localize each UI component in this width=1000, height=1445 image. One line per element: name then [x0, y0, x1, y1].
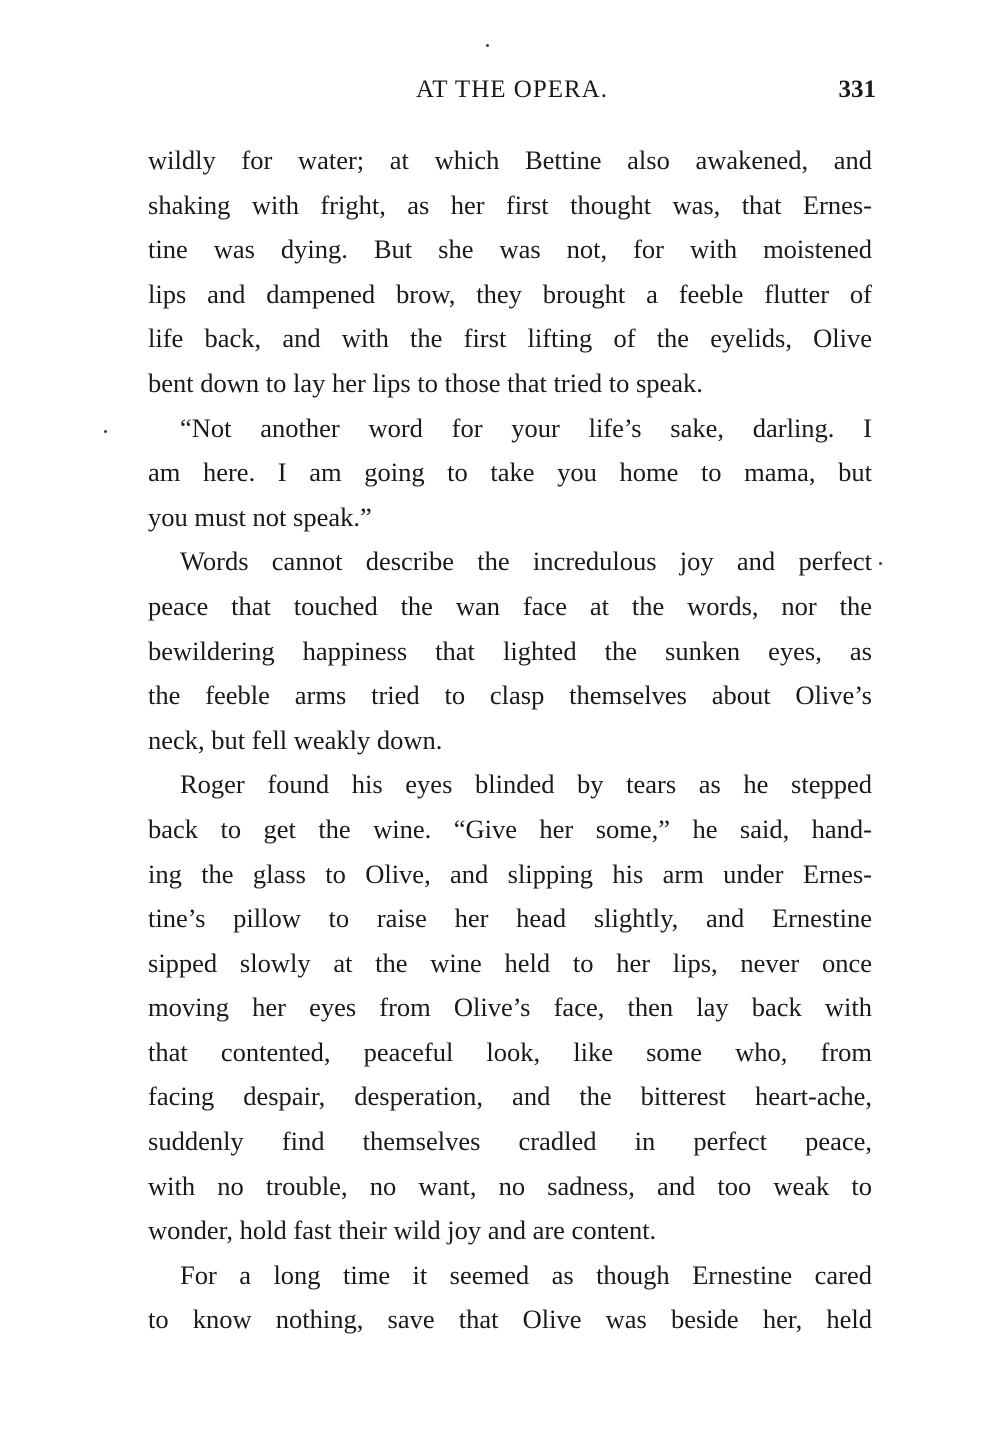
text-line: wonder, hold fast their wild joy and are content. — [148, 1215, 657, 1246]
text-line: to know nothing, save that Olive was beside her, held — [148, 1304, 872, 1335]
text-line: For a long time it seemed as though Ernestine cared — [180, 1259, 872, 1290]
text-line: tine’s pillow to raise her head slightly, and Ernestine — [148, 903, 872, 934]
text-line: moving her eyes from Olive’s face, then lay back with — [148, 992, 872, 1023]
text-line: lips and dampened brow, they brought a feeble flutter of — [148, 278, 872, 309]
running-head: AT THE OPERA. — [416, 76, 608, 103]
text-line: you must not speak.” — [148, 501, 372, 532]
text-line: Roger found his eyes blinded by tears as he stepped — [180, 769, 872, 800]
text-line: back to get the wine. “Give her some,” he said, hand- — [148, 813, 872, 844]
text-line: the feeble arms tried to clasp themselves about Olive’s — [148, 680, 872, 711]
text-line: peace that touched the wan face at the words, nor the — [148, 590, 872, 621]
text-line: suddenly find themselves cradled in perfect peace, — [148, 1126, 872, 1157]
text-line: facing despair, desperation, and the bitterest heart-ache, — [148, 1081, 872, 1112]
text-line: Words cannot describe the incredulous joy and perfect — [180, 546, 872, 577]
text-line: sipped slowly at the wine held to her lips, never once — [148, 947, 872, 978]
text-line: am here. I am going to take you home to mama, but — [148, 457, 872, 488]
text-line: with no trouble, no want, no sadness, and too weak to — [148, 1170, 872, 1201]
text-line: bewildering happiness that lighted the sunken eyes, as — [148, 635, 872, 666]
text-line: ing the glass to Olive, and slipping his arm under Ernes- — [148, 858, 872, 889]
body-text — [148, 138, 872, 1342]
text-line: neck, but fell weakly down. — [148, 724, 443, 755]
text-line: bent down to lay her lips to those that tried to speak. — [148, 367, 703, 398]
page-number: 331 — [838, 76, 876, 103]
scan-speck — [104, 430, 107, 433]
text-line: wildly for water; at which Bettine also awakened, and — [148, 145, 872, 175]
text-line: life back, and with the first lifting of the eyelids, Olive — [148, 323, 872, 354]
scan-speck — [486, 44, 489, 47]
text-line: that contented, peaceful look, like some who, from — [148, 1036, 872, 1067]
text-line: tine was dying. But she was not, for with moistened — [148, 234, 872, 265]
text-line: shaking with fright, as her first thought was, that Ernes- — [148, 189, 872, 220]
text-line: “Not another word for your life’s sake, darling. I — [180, 412, 872, 443]
scan-speck — [879, 562, 882, 565]
page-header — [148, 76, 876, 110]
